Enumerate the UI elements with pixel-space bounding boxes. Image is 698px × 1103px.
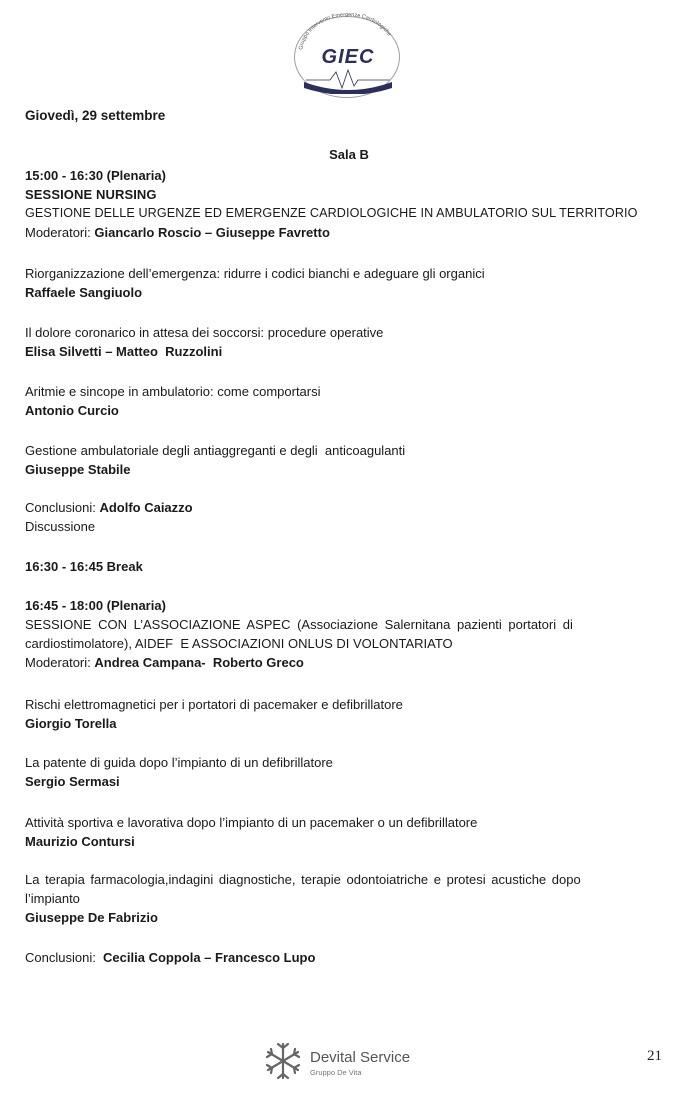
talk-title: La patente di guida dopo l’impianto di un defibrillatore [25,755,333,770]
talk-speaker: Giuseppe Stabile [25,462,131,477]
conclusions-line [25,498,665,517]
moderators-names: Giancarlo Roscio – Giuseppe Favretto [94,225,330,240]
session-name: SESSIONE NURSING [25,187,157,202]
talk-speaker: Maurizio Contursi [25,834,135,849]
session-time: 15:00 - 16:30 (Plenaria) [25,168,166,183]
talk-title-line2: l’impianto [25,891,80,906]
talk-title: Il dolore coronarico in attesa dei soccorsi: procedure operative [25,325,384,340]
svg-text:Gruppo Intervento Emergenze Ca: Gruppo Intervento Emergenze Cardiologiche [298,11,393,50]
program-date: Giovedì, 29 settembre [25,108,166,123]
talk-speaker: Giorgio Torella [25,716,117,731]
conclusions-block [25,498,665,536]
session-aspec-header [25,596,665,672]
footer-subtitle: Gruppo De Vita [310,1068,362,1077]
conclusions-names: Adolfo Caiazzo [99,500,193,515]
talk-speaker: Elisa Silvetti – Matteo Ruzzolini [25,344,223,359]
talk-title: Gestione ambulatoriale degli antiaggreganti e degli anticoagulanti [25,443,406,458]
talk-title: Rischi elettromagnetici per i portatori di pacemaker e defibrillatore [25,697,403,712]
talk-item [25,382,665,420]
logo-arc-text [288,10,408,50]
session-nursing-header [25,166,665,242]
talk-speaker: Raffaele Sangiuolo [25,285,143,300]
talk-speaker: Sergio Sermasi [25,774,120,789]
conclusions-label: Conclusioni: [25,500,100,515]
conclusions-label: Conclusioni: [25,950,104,965]
moderators-line [25,653,665,672]
page-number: 21 [647,1048,662,1064]
session-title: GESTIONE DELLE URGENZE ED EMERGENZE CARDIOLOGICHE IN AMBULATORIO SUL TERRITORIO [25,206,638,220]
break-line: 16:30 - 16:45 Break [25,559,143,574]
session-title-line2: cardiostimolatore), AIDEF E ASSOCIAZIONI ONLUS DI VOLONTARIATO [25,636,453,651]
conclusions-names: Cecilia Coppola – Francesco Lupo [103,950,316,965]
talk-item [25,753,665,791]
talk-speaker: Antonio Curcio [25,403,119,418]
discussion-label: Discussione [25,519,96,534]
talk-item [25,264,665,302]
talk-speaker: Giuseppe De Fabrizio [25,910,158,925]
talk-item [25,695,665,733]
talk-title: Aritmie e sincope in ambulatorio: come comportarsi [25,384,321,399]
moderators-names: Andrea Campana- Roberto Greco [94,655,304,670]
ecg-icon [300,68,396,94]
talk-title: Riorganizzazione dell’emergenza: ridurre i codici bianchi e adeguare gli organici [25,266,485,281]
devital-snowflake-icon [262,1040,304,1082]
talk-title: Attività sportiva e lavorativa dopo l’impianto di un pacemaker o un defibrillatore [25,815,478,830]
session-time: 16:45 - 18:00 (Plenaria) [25,598,166,613]
logo-wordmark: GIEC [321,46,375,68]
footer-brand: Devital Service [310,1049,411,1066]
talk-item [25,323,665,361]
moderators-line [25,223,665,242]
moderators-label: Moderatori: [25,225,95,240]
devital-logo [262,1040,442,1084]
talk-item [25,870,665,927]
giec-logo [288,10,408,98]
room-label: Sala B [329,147,369,162]
session-title-line1: SESSIONE CON L’ASSOCIAZIONE ASPEC (Associazione Salernitana pazienti portatori di [25,617,573,632]
talk-item [25,441,665,479]
conclusions-block [25,948,665,967]
talk-title-line1: La terapia farmacologia,indagini diagnostiche, terapie odontoiatriche e protesi acustiche dopo [25,872,581,887]
conclusions-line [25,948,665,967]
moderators-label: Moderatori: [25,655,95,670]
talk-item [25,813,665,851]
